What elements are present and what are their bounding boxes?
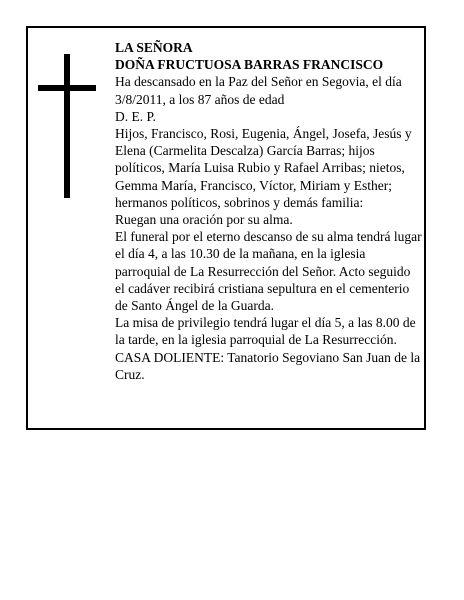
- obituary-notice: [26, 26, 426, 430]
- cross-horizontal-bar: [38, 85, 96, 91]
- notice-text: [115, 39, 422, 383]
- prayer-request: Ruegan una oración por su alma.: [115, 212, 293, 228]
- cross-icon: [38, 54, 98, 198]
- death-statement: Ha descansado en la Paz del Señor en Segovia, el día 3/8/2011, a los 87 años de edad: [115, 74, 402, 107]
- notice-title: LA SEÑORA: [115, 40, 193, 55]
- cross-vertical-bar: [64, 54, 70, 198]
- rest-in-peace: D. E. P.: [115, 108, 156, 124]
- deceased-name: DOÑA FRUCTUOSA BARRAS FRANCISCO: [115, 57, 384, 73]
- funeral-details: El funeral por el eterno descanso de su alma tendrá lugar el día 4, a las 10.30 de la mañana, en la iglesia parroquial de La Resurrección del Señor. Acto seguido el cadáver recibirá cristiana sepultura en el cementerio de Santo Ángel de la Guarda.: [115, 229, 422, 314]
- mass-details: La misa de privilegio tendrá lugar el día 5, a las 8.00 de la tarde, en la iglesia parroquial de La Resurrección.: [115, 315, 416, 348]
- family-list: Hijos, Francisco, Rosi, Eugenia, Ángel, Josefa, Jesús y Elena (Carmelita Descalza) García Barras; hijos políticos, María Luisa Rubio y Rafael Arribas; nietos, Gemma María, Francisco, Víctor, Miriam y Esther; hermanos políticos, sobrinos y demás familia:: [115, 126, 412, 210]
- mourning-house: CASA DOLIENTE: Tanatorio Segoviano San Juan de la Cruz.: [115, 349, 421, 382]
